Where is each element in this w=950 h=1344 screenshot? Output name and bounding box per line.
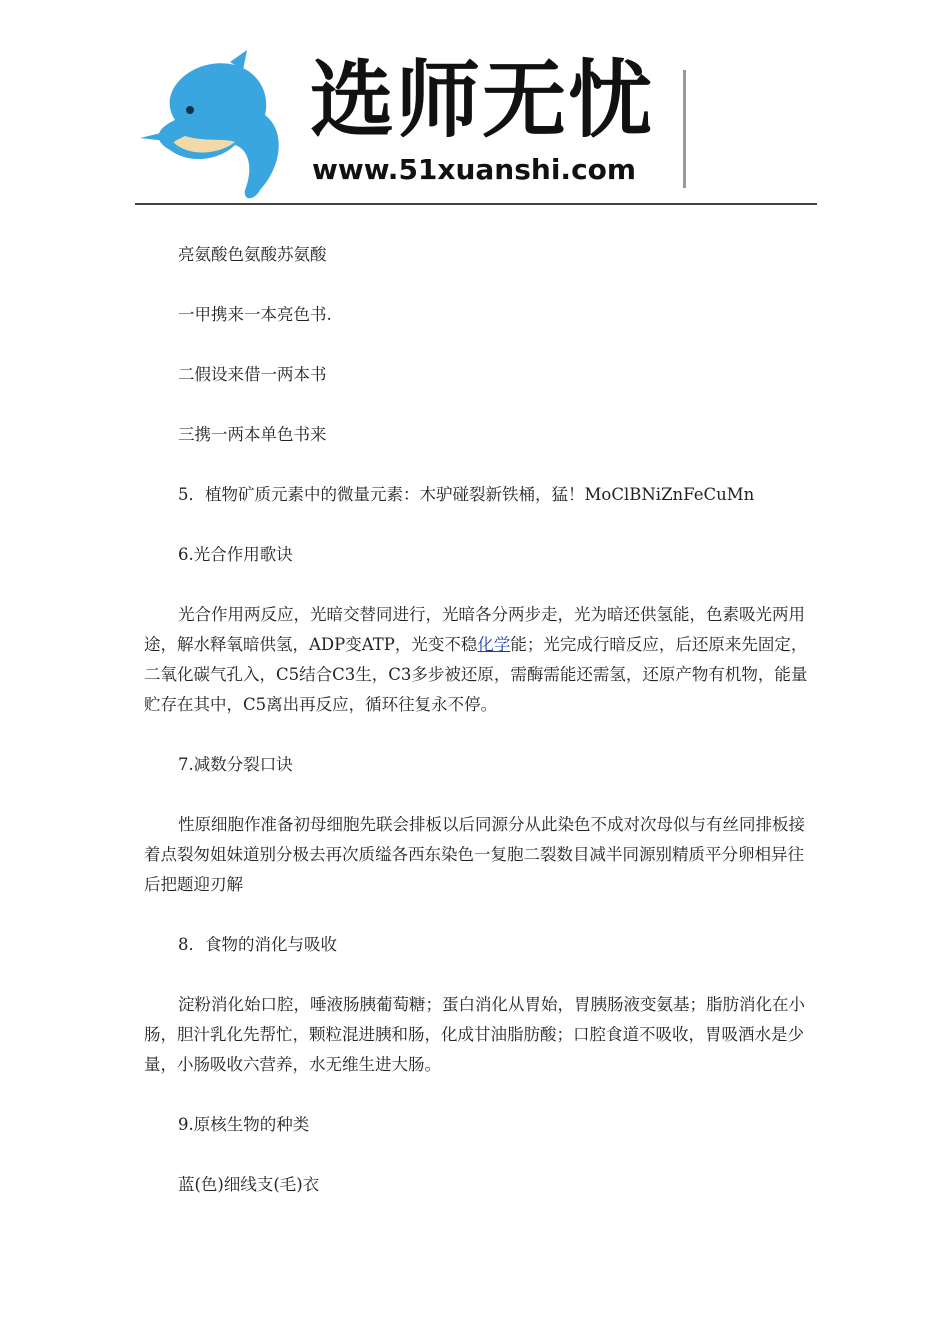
- section-8-title: 8．食物的消化与吸收: [178, 935, 337, 954]
- page-header: [135, 40, 817, 205]
- header-divider: [683, 70, 686, 188]
- document-body: [144, 240, 818, 1200]
- section-7-body: 性原细胞作准备初母细胞先联会排板以后同源分从此染色不成对次母似与有丝同排板接着点裂匆姐妹道别分极去再次质缢各西东染色一复胞二裂数目减半同源别精质平分卵相异往后把题迎刃解: [144, 815, 805, 894]
- section-9-title: 9.原核生物的种类: [178, 1115, 310, 1134]
- paragraph-line3: 二假设来借一两本书: [178, 365, 327, 384]
- section-6-body: [144, 600, 818, 720]
- section-6-text-a: 光合作用两反应，光暗交替同进行，光暗各分两步走，光为暗还供氢能，色素吸光两用途，解水释氧暗供氢，ADP变ATP，光变不稳: [144, 605, 805, 654]
- section-5: 5．植物矿质元素中的微量元素：木驴碰裂新铁桶，猛！MoClBNiZnFeCuMn: [178, 485, 755, 504]
- section-8-body: 淀粉消化始口腔，唾液肠胰葡萄糖；蛋白消化从胃始，胃胰肠液变氨基；脂肪消化在小肠，胆汁乳化先帮忙，颗粒混进胰和肠，化成甘油脂肪酸；口腔食道不吸收，胃吸酒水是少量，小肠吸收六营养，水无维生进大肠。: [144, 995, 805, 1074]
- paragraph-line4: 三携一两本单色书来: [178, 425, 327, 444]
- section-6-title: 6.光合作用歌诀: [178, 545, 293, 564]
- logo-title: 选师无忧: [310, 51, 655, 149]
- paragraph-line2: 一甲携来一本亮色书.: [178, 305, 332, 324]
- header-rule: [135, 203, 817, 205]
- section-9-body: 蓝(色)细线支(毛)衣: [178, 1175, 320, 1194]
- logo-url: www.51xuanshi.com: [312, 153, 637, 186]
- section-7-title: 7.减数分裂口诀: [178, 755, 293, 774]
- chemistry-link[interactable]: 化学: [477, 635, 511, 654]
- section-6-text-b: 能；光完成行暗反应，后还原来先固定，二氧化碳气孔入，C5结合C3生，C3多步被还原，需酶需能还需氢，还原产物有机物，能量贮存在其中，C5离出再反应，循环往复永不停。: [144, 635, 808, 714]
- paragraph-line1: 亮氨酸色氨酸苏氨酸: [178, 245, 327, 264]
- dolphin-logo-icon: [135, 50, 295, 205]
